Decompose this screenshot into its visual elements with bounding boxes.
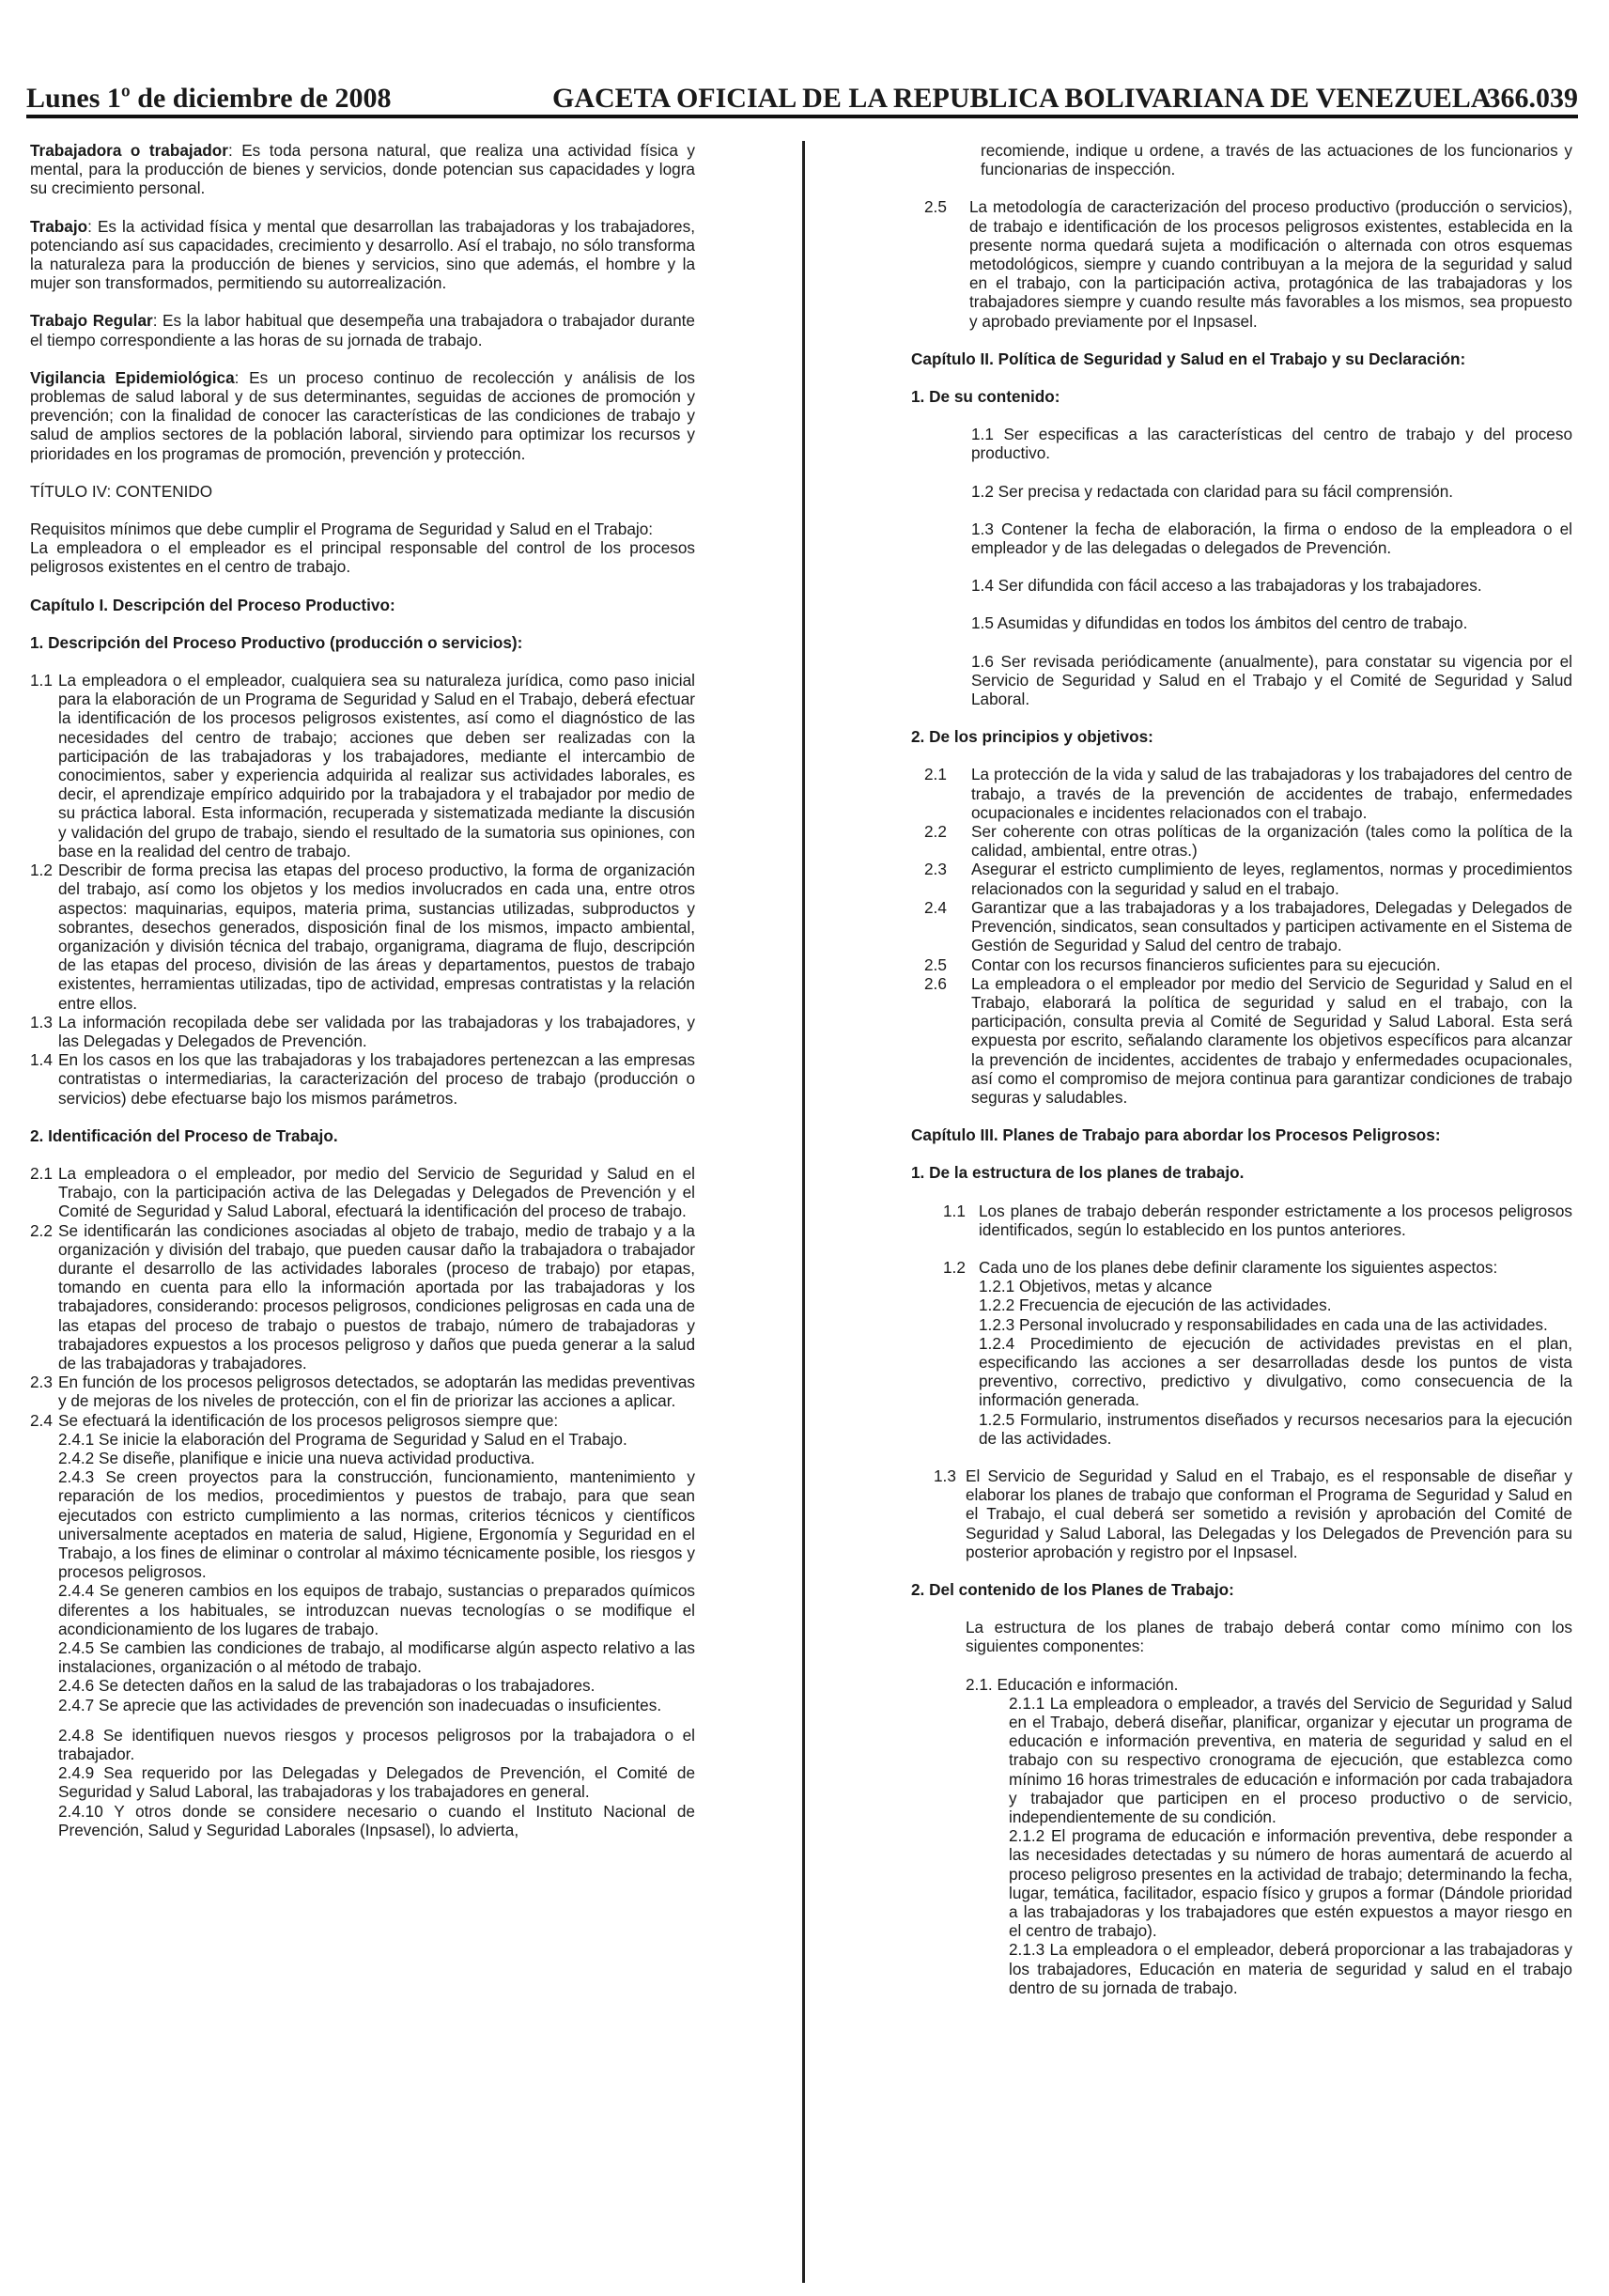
left-column bbox=[30, 141, 695, 1839]
section-content-heading: 1. De su contenido: bbox=[911, 387, 1060, 407]
list-item: 2.2 Ser coherente con otras políticas de la organización (tales como la política de la calidad, ambiental, entre otras.) bbox=[924, 822, 1572, 861]
list-subitem: 1.2.1 Objetivos, metas y alcance bbox=[979, 1277, 1213, 1296]
column-divider bbox=[802, 141, 805, 2283]
list-item: 2.4 Se efectuará la identificación de los procesos peligrosos siempre que: bbox=[30, 1410, 559, 1430]
list-item: 1.3 Contener la fecha de elaboración, la firma o endoso de la empleadora o el empleador y de las delegadas o delegados de Prevención. bbox=[971, 519, 1572, 558]
list-subitem: 2.4.3 Se creen proyectos para la construcción, funcionamiento, mantenimiento y reparación de los medios, procedimientos y puestos de trabajo, para que sean ejecutados con estricto cumplimiento a las normas, criterios técnicos y científicos universalmente aceptados en materia de salud, Higiene, Ergonomía y Seguridad en el Trabajo, a los fines de eliminar o controlar al máximo técnicamente posible, los riesgos y procesos peligrosos. bbox=[58, 1467, 695, 1582]
list-item: 2.6 La empleadora o el empleador por medio del Servicio de Seguridad y Salud en el Trabajo, elaborará la política de seguridad y salud en el trabajo, con la participación, consulta previa al Comité de Seguridad y Salud Laboral. Esta será expuesta por escrito, señalando claramente los objetivos específicos para alcanzar la prevención de incidentes, accidentes de trabajo y enfermedades ocupacionales, así como el compromiso de mejora continua para garantizar condiciones de trabajo seguras y saludables. bbox=[924, 973, 1572, 1107]
section-structure-heading: 1. De la estructura de los planes de trabajo. bbox=[911, 1163, 1245, 1183]
list-item: 2.4 Garantizar que a las trabajadoras y a los trabajadores, Delegadas y Delegados de Prevención, sindicatos, sean consultados y participen activamente en el Sistema de Gestión de Seguridad y Salud del centro de trabajo. bbox=[924, 897, 1572, 955]
list-subitem: 2.4.4 Se generen cambios en los equipos de trabajo, sustancias o preparados químicos diferentes a los habituales, se introduzcan nuevas tecnologías o se modifique el acondicionamiento de los lugares de trabajo. bbox=[58, 1581, 695, 1638]
list-item: 2.5 Contar con los recursos financieros suficientes para su ejecución. bbox=[924, 954, 1441, 974]
list-subitem: 1.2.2 Frecuencia de ejecución de las actividades. bbox=[979, 1295, 1332, 1315]
list-item: 1.4 En los casos en los que las trabajadoras y los trabajadores pertenezcan a las empresas contratistas o intermediarias, la caracterización del proceso de trabajo (producción o servicios) debe efectuarse bajo los mismos parámetros. bbox=[30, 1050, 695, 1108]
list-subitem: 1.2.4 Procedimiento de ejecución de actividades previstas en el plan, especificando las acciones a ser desarrolladas desde los puntos de vista preventivo, correctivo, predictivo y divulgativo, como consecuencia de la información generada. bbox=[979, 1333, 1572, 1410]
definition-trabajo: Trabajo: Es la actividad física y mental que desarrollan las trabajadoras y los trabajadores, potenciando así sus capacidades, crecimiento y desarrollo. Así el trabajo, no sólo transforma la naturaleza para la producción de bienes y servicios, sino que además, el hombre y la mujer son transformados, permitiendo su autorrealización. bbox=[30, 216, 695, 293]
list-item: 1.1 La empleadora o el empleador, cualquiera sea su naturaleza jurídica, como paso inicial para la elaboración de un Programa de Seguridad y Salud en el Trabajo, deberá efectuar la identificación de los procesos peligrosos existentes, así como el diagnóstico de las necesidades del centro de trabajo; acciones que deben ser realizadas con la participación de las trabajadoras y los trabajadores, mediante el intercambio de conocimientos, saber y experiencia adquirida al realizar sus actividades laborales, es decir, el aprendizaje empírico adquirido por la trabajadora y el trabajador por medio de su práctica laboral. Esta información, recuperada y sistematizada mediante la discusión y validación del grupo de trabajo, siendo el resultado de la sumatoria sus opiniones, con base en la realidad del centro de trabajo. bbox=[30, 671, 695, 861]
chapter-2-heading: Capítulo II. Política de Seguridad y Salud en el Trabajo y su Declaración: bbox=[911, 349, 1466, 368]
list-item: 1.1 Los planes de trabajo deberán responder estrictamente a los procesos peligrosos identificados, según lo establecido en los puntos anteriores. bbox=[943, 1201, 1572, 1239]
list-item: 1.2 Cada uno de los planes debe definir claramente los siguientes aspectos: bbox=[943, 1257, 1498, 1277]
list-subitem: 2.1.2 El programa de educación e información preventiva, debe responder a las necesidades detectadas y su número de horas aumentará de acuerdo al proceso peligroso presentes en la actividad de trabajo; determinando la fecha, lugar, temática, facilitador, espacio físico y grupos a formar (Dándole prioridad a las trabajadoras y los trabajadores que estén expuestos a mayor riesgo en el centro de trabajo). bbox=[1009, 1826, 1572, 1941]
chapter-3-heading: Capítulo III. Planes de Trabajo para abordar los Procesos Peligrosos: bbox=[911, 1125, 1441, 1145]
list-subitem: 2.4.10 Y otros donde se considere necesario o cuando el Instituto Nacional de Prevención, Salud y Seguridad Laborales (Inpsasel), lo advierta, bbox=[58, 1801, 695, 1839]
list-item: 2.1. Educación e información. bbox=[966, 1674, 1179, 1694]
list-item: 1.3 La información recopilada debe ser validada por las trabajadoras y los trabajadores, y las Delegadas y Delegados de Prevención. bbox=[30, 1012, 695, 1050]
section-plan-content-heading: 2. Del contenido de los Planes de Trabajo: bbox=[911, 1579, 1234, 1599]
continued-paragraph: recomiende, indique u ordene, a través de las actuaciones de los funcionarios y funcionarias de inspección. bbox=[981, 141, 1572, 179]
list-item: 1.1 Ser especificas a las características del centro de trabajo y del proceso productivo. bbox=[971, 425, 1572, 463]
list-subitem: 1.2.5 Formulario, instrumentos diseñados y recursos necesarios para la ejecución de las actividades. bbox=[979, 1409, 1572, 1448]
list-subitem: 2.4.6 Se detecten daños en la salud de las trabajadoras o los trabajadores. bbox=[58, 1676, 596, 1696]
list-item: 1.2 Ser precisa y redactada con claridad para su fácil comprensión. bbox=[971, 481, 1454, 501]
requirements-paragraph-2: La empleadora o el empleador es el principal responsable del control de los procesos peligrosos existentes en el centro de trabajo. bbox=[30, 538, 695, 577]
list-item: 2.5 La metodología de caracterización del proceso productivo (producción o servicios), de trabajo e identificación de los procesos peligrosos existentes, establecida en la presente norma quedará sujeta a modificación o alternada con otros esquemas metodológicos, siempre y cuando contribuyan a la mejora de la seguridad y salud en el trabajo, con la participación activa, protagónica de las trabajadoras y los trabajadores siempre y cuando resulte más favorables a los mismos, sea propuesto y aprobado previamente por el Inpsasel. bbox=[924, 197, 1572, 331]
list-item: 2.2 Se identificarán las condiciones asociadas al objeto de trabajo, medio de trabajo y a la organización y división del trabajo, que pueden causar daño la trabajadora o trabajador durante el desarrollo de las actividades laborales (proceso de trabajo) por etapas, tomando en cuenta para ello la información aportada por las trabajadoras y los trabajadores, considerando: procesos peligrosos, condiciones peligrosas en cada una de las etapas del proceso de trabajo o puestos de trabajo, número de trabajadoras y trabajadores expuestos a los procesos peligroso y daños que pueda generar a la salud de las trabajadoras y trabajadores. bbox=[30, 1220, 695, 1373]
requirements-paragraph: Requisitos mínimos que debe cumplir el Programa de Seguridad y Salud en el Trabajo: bbox=[30, 520, 654, 539]
chapter-1-heading: Capítulo I. Descripción del Proceso Productivo: bbox=[30, 595, 395, 614]
section-principles-heading: 2. De los principios y objetivos: bbox=[911, 727, 1153, 747]
section-1-heading: 1. Descripción del Proceso Productivo (producción o servicios): bbox=[30, 632, 523, 652]
section-2-heading: 2. Identificación del Proceso de Trabajo. bbox=[30, 1125, 338, 1145]
list-subitem: 2.1.1 La empleadora o empleador, a través del Servicio de Seguridad y Salud en el Trabajo, deberá diseñar, planificar, organizar y ejecutar un programa de educación e información preventiva, en materia de seguridad y salud en el trabajo con su respectivo cronograma de ejecución, que establezca como mínimo 16 horas trimestrales de educación e información por cada trabajadora y trabajador que participen en el proceso productivo o de servicio, independientemente de su condición. bbox=[1009, 1693, 1572, 1827]
list-subitem: 2.4.5 Se cambien las condiciones de trabajo, al modificarse algún aspecto relativo a las instalaciones, organización o al método de trabajo. bbox=[58, 1638, 695, 1677]
right-column bbox=[911, 141, 1572, 1997]
list-subitem: 2.4.2 Se diseñe, planifique e inicie una nueva actividad productiva. bbox=[58, 1448, 535, 1467]
list-item: 1.5 Asumidas y difundidas en todos los ámbitos del centro de trabajo. bbox=[971, 613, 1468, 633]
list-subitem: 1.2.3 Personal involucrado y responsabilidades en cada una de las actividades. bbox=[979, 1314, 1548, 1334]
list-item: 2.3 Asegurar el estricto cumplimiento de leyes, reglamentos, normas y procedimientos relacionados con la seguridad y salud en el trabajo. bbox=[924, 860, 1572, 898]
title-iv-heading: TÍTULO IV: CONTENIDO bbox=[30, 481, 213, 501]
list-item: 1.3 El Servicio de Seguridad y Salud en el Trabajo, es el responsable de diseñar y elaborar los planes de trabajo que conforman el Programa de Seguridad y Salud en el Trabajo, el cual deberá ser sometido a revisión y aprobación del Comité de Seguridad y Salud Laboral, las Delegadas y los Delegados de Prevención para su posterior aprobación y registro por el Inpsasel. bbox=[934, 1466, 1572, 1561]
definition-trabajadora: Trabajadora o trabajador: Es toda persona natural, que realiza una actividad física y mental, para la producción de bienes y servicios, donde potencian sus capacidades y logra su crecimiento personal. bbox=[30, 141, 695, 198]
page-header bbox=[26, 83, 1578, 118]
list-item: 1.4 Ser difundida con fácil acceso a las trabajadoras y los trabajadores. bbox=[971, 576, 1482, 596]
list-subitem: 2.4.8 Se identifiquen nuevos riesgos y procesos peligrosos por la trabajadora o el trabajador. bbox=[58, 1725, 695, 1764]
list-subitem: 2.4.1 Se inicie la elaboración del Programa de Seguridad y Salud en el Trabajo. bbox=[58, 1429, 627, 1449]
definition-trabajo-regular: Trabajo Regular: Es la labor habitual que desempeña una trabajadora o trabajador durante el tiempo correspondiente a las horas de su jornada de trabajo. bbox=[30, 311, 695, 349]
list-item: 2.1 La protección de la vida y salud de las trabajadoras y los trabajadores del centro de trabajo, a través de la prevención de accidentes de trabajo, enfermedades ocupacionales e incidentes relacionados con el trabajo. bbox=[924, 765, 1572, 822]
header-page-number: 366.039 bbox=[1486, 83, 1578, 114]
list-subitem: 2.1.3 La empleadora o el empleador, deberá proporcionar a las trabajadoras y los trabajadores, Educación en materia de seguridad y salud en el trabajo dentro de su jornada de trabajo. bbox=[1009, 1940, 1572, 1997]
list-subitem: 2.4.7 Se aprecie que las actividades de prevención son inadecuadas o insuficientes. bbox=[58, 1695, 662, 1714]
intro-paragraph: La estructura de los planes de trabajo deberá contar como mínimo con los siguientes componentes: bbox=[966, 1618, 1572, 1656]
list-subitem: 2.4.9 Sea requerido por las Delegadas y Delegados de Prevención, el Comité de Seguridad y Salud Laboral, las trabajadoras y los trabajadores en general. bbox=[58, 1763, 695, 1802]
header-date: Lunes 1º de diciembre de 2008 bbox=[26, 83, 392, 114]
definition-vigilancia: Vigilancia Epidemiológica: Es un proceso continuo de recolección y análisis de los problemas de salud laboral y de sus determinantes, seguidas de acciones de promoción y prevención; con la finalidad de conocer las características de las condiciones de trabajo y salud de amplios sectores de la población laboral, sirviendo para optimizar los recursos y prioridades en los programas de promoción, prevención y protección. bbox=[30, 367, 695, 463]
list-item: 2.3 En función de los procesos peligrosos detectados, se adoptarán las medidas preventivas y de mejoras de los niveles de protección, con el fin de priorizar las acciones a aplicar. bbox=[30, 1373, 695, 1411]
header-title: GACETA OFICIAL DE LA REPUBLICA BOLIVARIANA DE VENEZUELA bbox=[552, 83, 1492, 114]
list-item: 1.6 Ser revisada periódicamente (anualmente), para constatar su vigencia por el Servicio de Seguridad y Salud en el Trabajo y el Comité de Seguridad y Salud Laboral. bbox=[971, 651, 1572, 709]
list-item: 2.1 La empleadora o el empleador, por medio del Servicio de Seguridad y Salud en el Trabajo, con la participación activa de las Delegadas y Delegados de Prevención y el Comité de Seguridad y Salud Laboral, efectuará la identificación del proceso de trabajo. bbox=[30, 1163, 695, 1221]
list-item: 1.2 Describir de forma precisa las etapas del proceso productivo, la forma de organización del trabajo, así como los objetos y los medios involucrados en cada una, entre otros aspectos: maquinarias, equipos, materia prima, sustancias utilizadas, subproductos y sobrantes, desechos generados, disposición final de los mismos, impacto ambiental, organización y división técnica del trabajo, organigrama, diagrama de flujo, descripción de las etapas del proceso, división de las áreas y departamentos, puestos de trabajo existentes, herramientas utilizadas, tipo de actividad, empresas contratistas y la relación entre ellos. bbox=[30, 861, 695, 1013]
